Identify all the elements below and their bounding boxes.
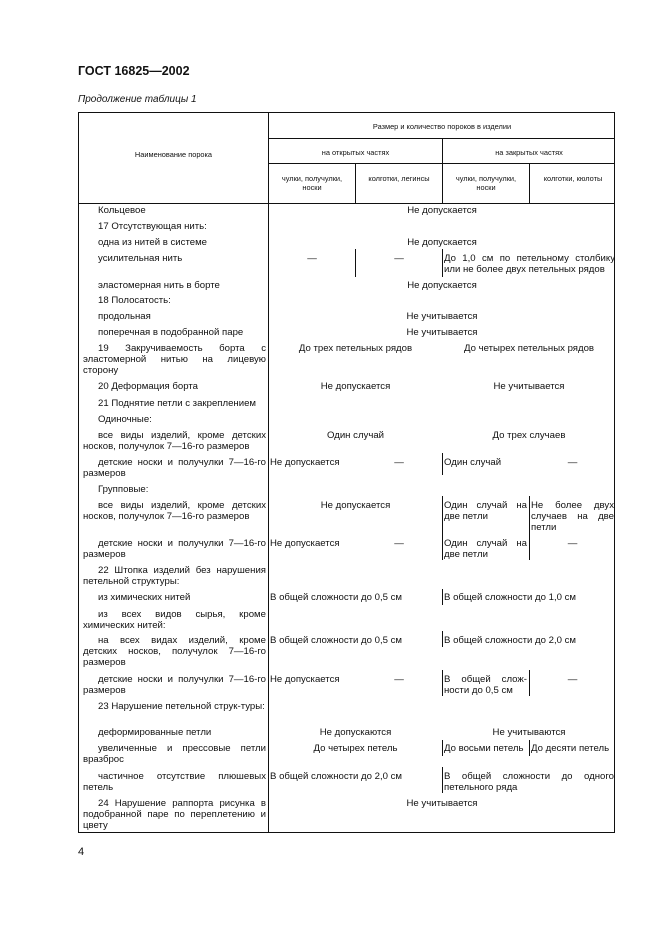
- page-number: 4: [78, 846, 85, 858]
- defect-value: Не учитывается: [406, 798, 478, 809]
- defect-name: Одиночные:: [98, 414, 152, 425]
- open-parts-header: на открытых частях: [321, 148, 390, 157]
- defect-name: эластомерная нить в борте: [98, 280, 220, 291]
- cell-divider: [529, 740, 530, 756]
- defect-name: 20 Деформация борта: [98, 381, 198, 392]
- cell-divider: [529, 670, 530, 696]
- defect-value: Не допускаются: [319, 727, 392, 738]
- table-divider: [268, 113, 269, 832]
- defect-name: детские носки и получулки 7—16-го размеров: [83, 538, 266, 560]
- defect-name: Кольцевое: [98, 205, 146, 216]
- defect-name: все виды изделий, кроме детских носков, получулок 7—16-го размеров: [83, 430, 266, 452]
- defect-value: До десяти петель: [531, 743, 610, 754]
- defect-value: Не более двух случаев на две петли: [531, 500, 614, 533]
- defect-value: Не учитывается: [406, 311, 478, 322]
- closed-parts-header: на закрытых частях: [495, 148, 563, 157]
- defect-name: продольная: [98, 311, 151, 322]
- defect-value: В общей сложности до 0,5 см: [270, 592, 403, 603]
- defect-name: все виды изделий, кроме детских носков, получулок 7—16-го размеров: [83, 500, 266, 522]
- defect-value: —: [567, 674, 578, 685]
- cell-divider: [442, 589, 443, 605]
- defect-name: детские носки и получулки 7—16-го размеров: [83, 674, 266, 696]
- defect-value: До 1,0 см по петельному столбику или не более двух петельных рядов: [444, 253, 615, 275]
- defect-value: Не учитываются: [492, 727, 566, 738]
- cell-divider: [442, 670, 443, 696]
- defect-name: 22 Штопка изделий без нарушения петельной структуры:: [83, 565, 266, 587]
- cell-divider: [442, 631, 443, 647]
- defect-value: До трех петельных рядов: [298, 343, 413, 354]
- defect-name: увеличенные и прессовые петли вразброс: [83, 743, 266, 765]
- cell-divider: [442, 496, 443, 534]
- defect-value: До четырех петель: [313, 743, 398, 754]
- standard-title: ГОСТ 16825—2002: [78, 64, 190, 78]
- table-divider: [268, 163, 615, 164]
- defect-value: Не учитывается: [493, 381, 565, 392]
- defects-table: [78, 112, 615, 833]
- defect-name: 17 Отсутствующая нить:: [98, 221, 207, 232]
- defect-name: деформированные петли: [98, 727, 212, 738]
- defect-value: В общей сложности до 2,0 см: [444, 635, 577, 646]
- cell-divider: [442, 740, 443, 756]
- defect-value: В общей слож-ности до 0,5 см: [444, 674, 527, 696]
- defect-value: До восьми петель: [444, 743, 524, 754]
- defect-value: —: [567, 457, 578, 468]
- sub-header-closed-stockings: чулки, получулки, носки: [455, 174, 517, 192]
- cell-divider: [442, 534, 443, 560]
- defect-value: —: [394, 674, 404, 685]
- sub-header-closed-culottes: колготки, кюлоты: [543, 174, 603, 183]
- defect-value: В общей сложности до одного петельного ряда: [444, 771, 614, 793]
- cell-divider: [355, 249, 356, 277]
- defect-name: 24 Нарушение раппорта рисунка в подобранной паре по переплетению и цвету: [83, 798, 266, 831]
- defect-value: —: [307, 253, 317, 264]
- defect-value: Не допускается: [407, 237, 477, 248]
- defect-value: Один случай на две петли: [444, 538, 527, 560]
- table-divider: [355, 163, 356, 203]
- defect-name: из всех видов сырья, кроме химических нитей:: [83, 609, 266, 631]
- table-divider: [79, 203, 615, 204]
- defect-name: 19 Закручиваемость борта с эластомерной нитью на лицевую сторону: [83, 343, 266, 376]
- defect-value: Не допускается: [270, 674, 340, 685]
- sub-header-open-stockings: чулки, получулки, носки: [281, 174, 343, 192]
- table-divider: [529, 163, 530, 203]
- defect-name: одна из нитей в системе: [98, 237, 208, 248]
- defect-name: частичное отсутствие плюшевых петель: [83, 771, 266, 793]
- defect-value: До четырех петельных рядов: [463, 343, 595, 354]
- defect-value: —: [394, 253, 404, 264]
- cell-divider: [529, 534, 530, 560]
- defect-value: —: [394, 457, 404, 468]
- defect-name: на всех видах изделий, кроме детских носков, получулок 7—16-го размеров: [83, 635, 266, 668]
- size-count-header: Размер и количество пороков в изделии: [372, 122, 512, 131]
- defect-value: В общей сложности до 1,0 см: [444, 592, 577, 603]
- defect-name: поперечная в подобранной паре: [98, 327, 244, 338]
- table-continuation-caption: Продолжение таблицы 1: [78, 94, 197, 105]
- defect-name: 21 Поднятие петли с закреплением: [98, 398, 257, 409]
- defect-value: В общей сложности до 0,5 см: [270, 635, 403, 646]
- defect-name: усилительная нить: [98, 253, 183, 264]
- defect-name: детские носки и получулки 7—16-го размеров: [83, 457, 266, 479]
- cell-divider: [442, 767, 443, 793]
- defect-name: Групповые:: [98, 484, 149, 495]
- defect-value: Один случай: [326, 430, 385, 441]
- defect-value: Не допускается: [407, 205, 477, 216]
- defect-name: 18 Полосатость:: [98, 295, 171, 306]
- defect-value: Не допускается: [270, 457, 340, 468]
- defect-value: Не учитывается: [406, 327, 478, 338]
- cell-divider: [442, 453, 443, 475]
- defect-value: Не допускается: [407, 280, 477, 291]
- cell-divider: [529, 496, 530, 534]
- defect-value: До трех случаев: [492, 430, 566, 441]
- defect-value: —: [567, 538, 578, 549]
- sub-header-open-tights: колготки, легинсы: [368, 174, 430, 183]
- defect-value: В общей сложности до 2,0 см: [270, 771, 403, 782]
- defect-value: Не допускается: [320, 500, 391, 511]
- defect-value: Не допускается: [320, 381, 391, 392]
- cell-divider: [442, 249, 443, 277]
- defect-name: 23 Нарушение петельной струк-туры:: [98, 701, 265, 712]
- defect-name-header: Наименование порока: [134, 150, 213, 159]
- defect-value: —: [394, 538, 404, 549]
- defect-name: из химических нитей: [98, 592, 191, 603]
- defect-value: Один случай: [444, 457, 502, 468]
- defect-value: Один случай на две петли: [444, 500, 527, 522]
- defect-value: Не допускается: [270, 538, 340, 549]
